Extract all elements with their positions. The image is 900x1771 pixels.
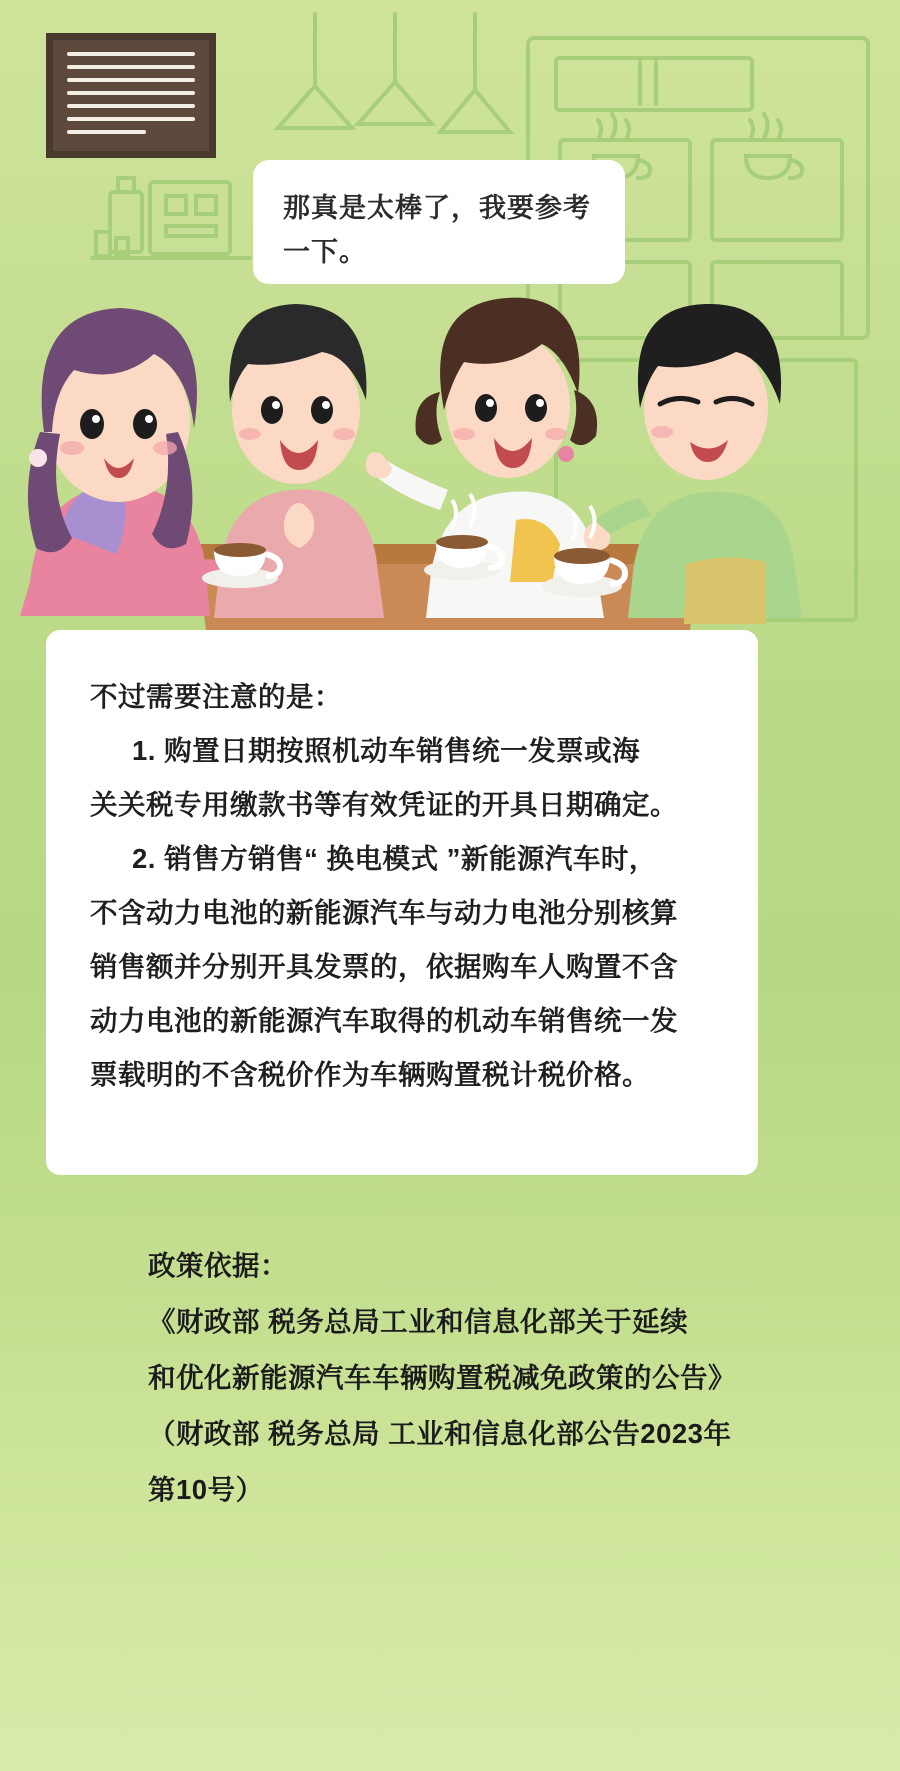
chalkboard-line [67, 65, 195, 69]
note-line: 销售额并分别开具发票的，依据购车人购置不含 [90, 951, 678, 982]
policy-basis-heading: 政策依据： [148, 1250, 288, 1281]
policy-basis-block [148, 1240, 762, 1520]
policy-basis-line: （财政部 税务总局 工业和信息化部公告2023年 [148, 1418, 732, 1449]
policy-basis-line: 第10号） [148, 1474, 264, 1505]
note-line: 动力电池的新能源汽车取得的机动车销售统一发 [90, 1005, 678, 1036]
character-woman-purple-hair [20, 308, 246, 616]
chalkboard-line [67, 91, 195, 95]
note-line: 票载明的不含税价作为车辆购置税计税价格。 [90, 1059, 650, 1090]
policy-basis-line: 《财政部 税务总局工业和信息化部关于延续 [148, 1306, 689, 1337]
note-line: 关关税专用缴款书等有效凭证的开具日期确定。 [90, 789, 678, 820]
menu-chalkboard [46, 33, 216, 158]
chalkboard-line [67, 104, 195, 108]
note-line: 不过需要注意的是： [90, 681, 342, 712]
speech-bubble-main [46, 630, 758, 1175]
chalkboard-line [67, 130, 146, 134]
policy-basis-line: 和优化新能源汽车车辆购置税减免政策的公告》 [148, 1362, 736, 1393]
note-line: 1. 购置日期按照机动车销售统一发票或海 [132, 735, 641, 766]
speech-bubble-top [253, 160, 625, 284]
note-line: 2. 销售方销售“ 换电模式 ”新能源汽车时， [132, 843, 657, 874]
speech-bubble-top-text: 那真是太棒了，我要参考一下。 [283, 193, 591, 267]
chalkboard-line [67, 52, 195, 56]
characters-illustration [0, 282, 900, 682]
note-line: 不含动力电池的新能源汽车与动力电池分别核算 [90, 897, 678, 928]
chalkboard-line [67, 78, 195, 82]
chalkboard-line [67, 117, 195, 121]
